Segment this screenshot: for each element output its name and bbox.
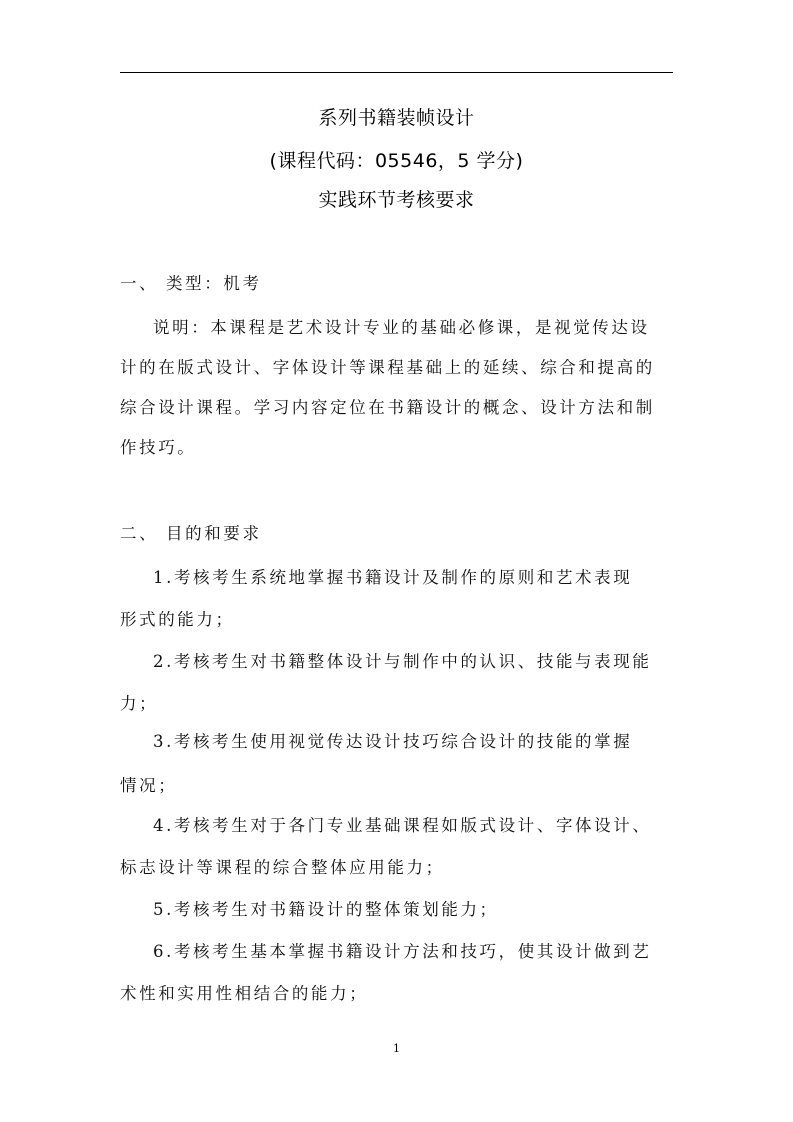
paragraph-line: 计的在版式设计、字体设计等课程基础上的延续、综合和提高的 xyxy=(120,358,655,377)
header-rule xyxy=(120,72,673,73)
document-heading: 实践环节考核要求 xyxy=(318,189,475,211)
course-code: (课程代码：05546，5 学分) xyxy=(269,150,524,172)
section-heading: 一、 类型：机考 xyxy=(120,274,262,293)
list-item-cont: 力； xyxy=(120,694,159,713)
paragraph-line: 综合设计课程。学习内容定位在书籍设计的概念、设计方法和制 xyxy=(120,398,655,417)
list-item: 2.考核考生对书籍整体设计与制作中的认识、技能与表现能 xyxy=(153,652,652,671)
document-title: 系列书籍装帧设计 xyxy=(318,107,475,129)
section-heading: 二、 目的和要求 xyxy=(120,524,262,543)
list-item-cont: 形式的能力； xyxy=(120,610,235,629)
list-item: 3.考核考生使用视觉传达设计技巧综合设计的技能的掌握 xyxy=(153,732,633,751)
page-number: 1 xyxy=(393,1042,400,1055)
list-item: 4.考核考生对于各门专业基础课程如版式设计、字体设计、 xyxy=(153,816,652,835)
list-item: 1.考核考生系统地掌握书籍设计及制作的原则和艺术表现 xyxy=(153,568,633,587)
list-item: 5.考核考生对书籍设计的整体策划能力； xyxy=(153,900,499,919)
list-item-cont: 情况； xyxy=(120,776,178,795)
paragraph-line: 说明：本课程是艺术设计专业的基础必修课，是视觉传达设 xyxy=(153,318,650,337)
list-item-cont: 术性和实用性相结合的能力； xyxy=(120,984,369,1003)
list-item: 6.考核考生基本掌握书籍设计方法和技巧，使其设计做到艺 xyxy=(153,942,652,961)
list-item-cont: 标志设计等课程的综合整体应用能力； xyxy=(120,858,445,877)
paragraph-line: 作技巧。 xyxy=(120,438,197,457)
